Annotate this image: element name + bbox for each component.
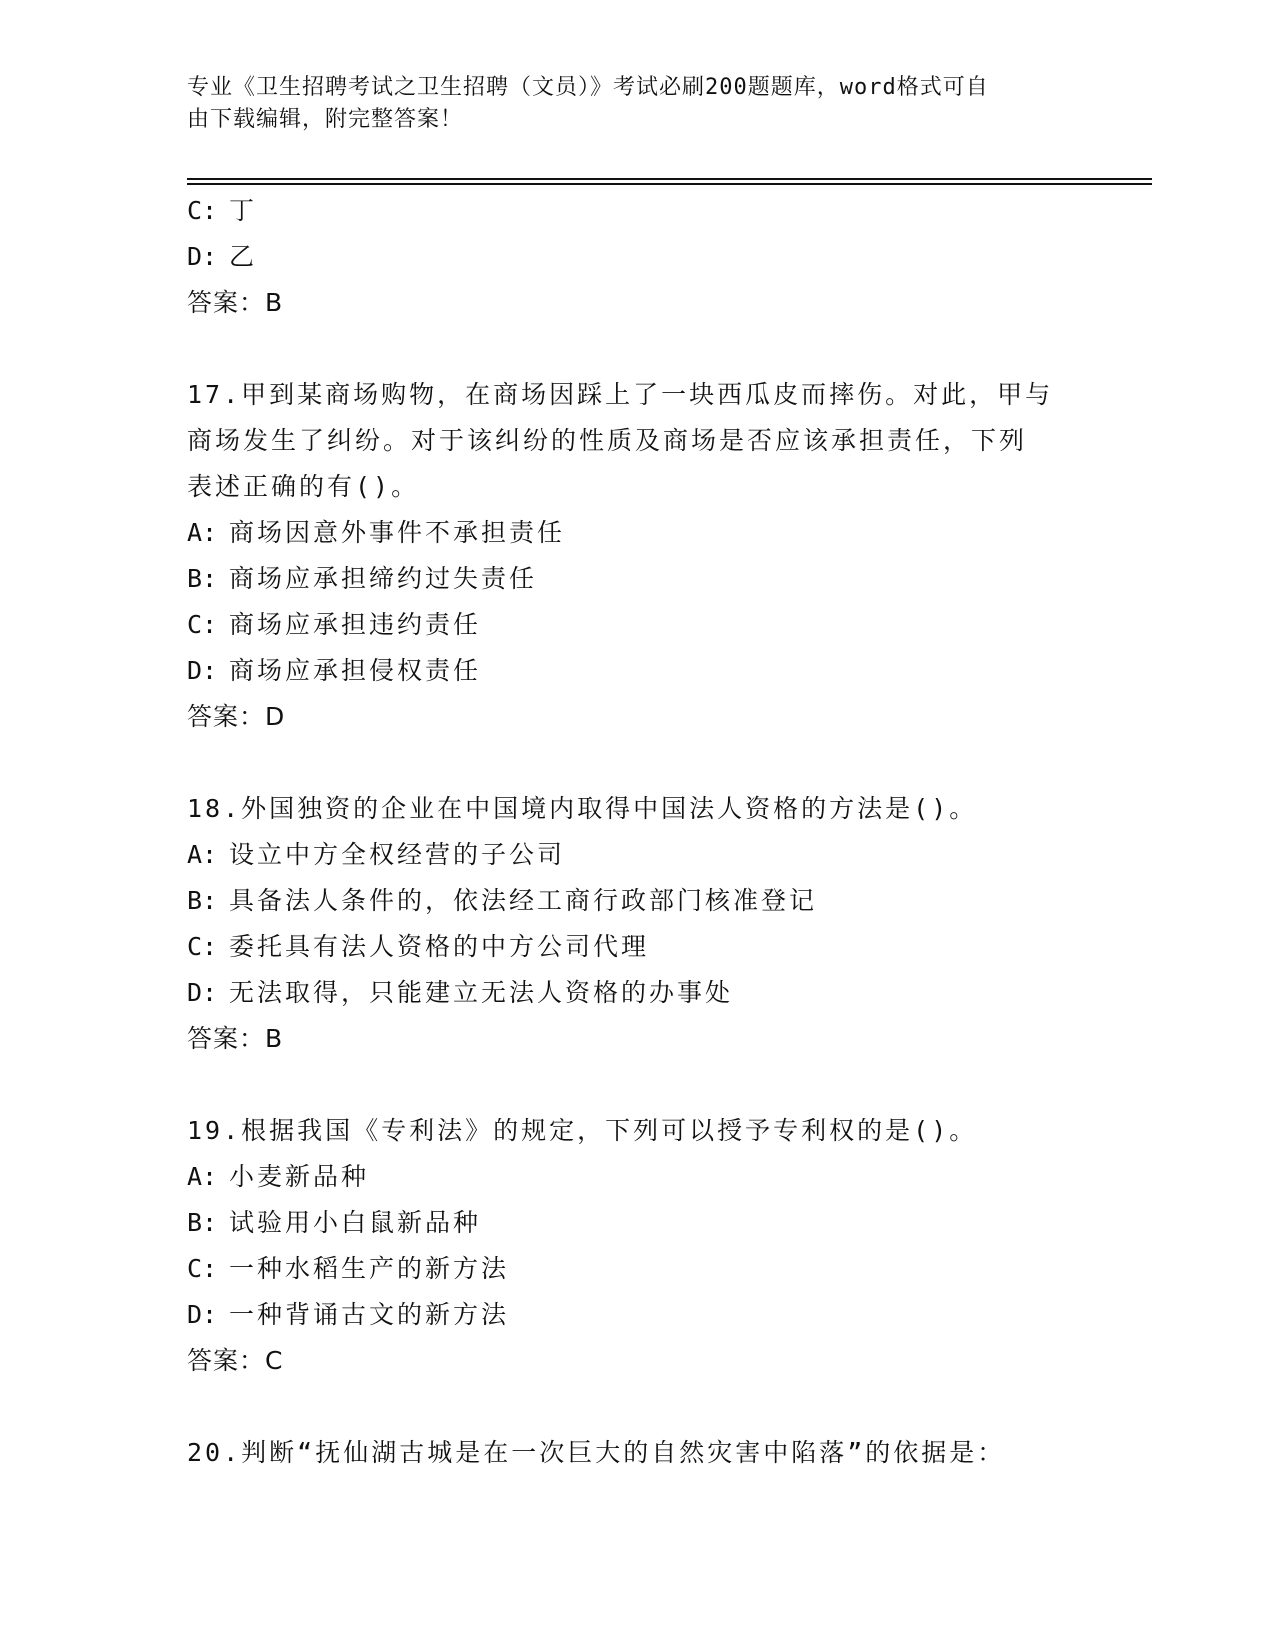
option-line bbox=[187, 510, 1087, 556]
option-line bbox=[187, 602, 1087, 648]
option-label: A: bbox=[187, 518, 218, 547]
option-text: 商场应承担侵权责任 bbox=[229, 656, 482, 685]
option-line bbox=[187, 188, 1087, 234]
option-label: D: bbox=[187, 656, 218, 685]
option-text: 具备法人条件的，依法经工商行政部门核准登记 bbox=[229, 886, 818, 915]
option-label: C: bbox=[187, 196, 218, 225]
option-label: B: bbox=[187, 886, 218, 915]
answer-line: 答案：B bbox=[187, 288, 284, 317]
option-text: 商场因意外事件不承担责任 bbox=[229, 518, 566, 547]
question-stem-line: 17.甲到某商场购物，在商场因踩上了一块西瓜皮而摔伤。对此，甲与 bbox=[187, 380, 1054, 409]
option-line bbox=[187, 1200, 1087, 1246]
option-label: B: bbox=[187, 564, 218, 593]
option-label: C: bbox=[187, 932, 218, 961]
option-label: A: bbox=[187, 840, 218, 869]
option-line bbox=[187, 1154, 1087, 1200]
option-text: 设立中方全权经营的子公司 bbox=[229, 840, 566, 869]
header-divider-top bbox=[187, 178, 1152, 180]
header-line-2: 由下载编辑，附完整答案！ bbox=[187, 107, 464, 132]
question-stem-line: 19.根据我国《专利法》的规定，下列可以授予专利权的是()。 bbox=[187, 1116, 978, 1145]
option-text: 商场应承担违约责任 bbox=[229, 610, 482, 639]
question-stem-line: 商场发生了纠纷。对于该纠纷的性质及商场是否应该承担责任，下列 bbox=[187, 426, 1028, 455]
option-line bbox=[187, 648, 1087, 694]
answer-line: 答案：D bbox=[187, 702, 286, 731]
option-line bbox=[187, 970, 1087, 1016]
option-line bbox=[187, 924, 1087, 970]
option-line bbox=[187, 1246, 1087, 1292]
document-header bbox=[187, 72, 1067, 136]
option-label: C: bbox=[187, 610, 218, 639]
option-text: 商场应承担缔约过失责任 bbox=[229, 564, 538, 593]
option-line bbox=[187, 1292, 1087, 1338]
option-label: C: bbox=[187, 1254, 218, 1283]
option-line bbox=[187, 878, 1087, 924]
option-text: 一种水稻生产的新方法 bbox=[229, 1254, 510, 1283]
question-stem-line: 20.判断“抚仙湖古城是在一次巨大的自然灾害中陷落”的依据是： bbox=[187, 1438, 1006, 1467]
option-line bbox=[187, 234, 1087, 280]
answer-line: 答案：B bbox=[187, 1024, 284, 1053]
option-line bbox=[187, 832, 1087, 878]
option-text: 一种背诵古文的新方法 bbox=[229, 1300, 510, 1329]
option-label: B: bbox=[187, 1208, 218, 1237]
spacer bbox=[187, 740, 1087, 786]
option-text: 无法取得，只能建立无法人资格的办事处 bbox=[229, 978, 734, 1007]
option-text: 乙 bbox=[229, 242, 258, 271]
header-line-1: 专业《卫生招聘考试之卫生招聘（文员）》考试必刷200题题库，word格式可自 bbox=[187, 75, 989, 100]
question-stem-line: 18.外国独资的企业在中国境内取得中国法人资格的方法是()。 bbox=[187, 794, 978, 823]
spacer bbox=[187, 326, 1087, 372]
option-text: 小麦新品种 bbox=[229, 1162, 370, 1191]
question-19 bbox=[187, 1108, 1087, 1384]
question-18 bbox=[187, 786, 1087, 1062]
question-content bbox=[187, 188, 1087, 1476]
previous-question-tail bbox=[187, 188, 1087, 326]
option-label: A: bbox=[187, 1162, 218, 1191]
spacer bbox=[187, 1384, 1087, 1430]
question-20 bbox=[187, 1430, 1087, 1476]
spacer bbox=[187, 1062, 1087, 1108]
option-text: 委托具有法人资格的中方公司代理 bbox=[229, 932, 650, 961]
question-stem-line: 表述正确的有()。 bbox=[187, 472, 420, 501]
question-17 bbox=[187, 372, 1087, 740]
header-divider-bottom bbox=[187, 183, 1152, 185]
option-label: D: bbox=[187, 1300, 218, 1329]
option-label: D: bbox=[187, 978, 218, 1007]
option-text: 丁 bbox=[229, 196, 258, 225]
option-text: 试验用小白鼠新品种 bbox=[229, 1208, 482, 1237]
option-label: D: bbox=[187, 242, 218, 271]
answer-line: 答案：C bbox=[187, 1346, 284, 1375]
option-line bbox=[187, 556, 1087, 602]
